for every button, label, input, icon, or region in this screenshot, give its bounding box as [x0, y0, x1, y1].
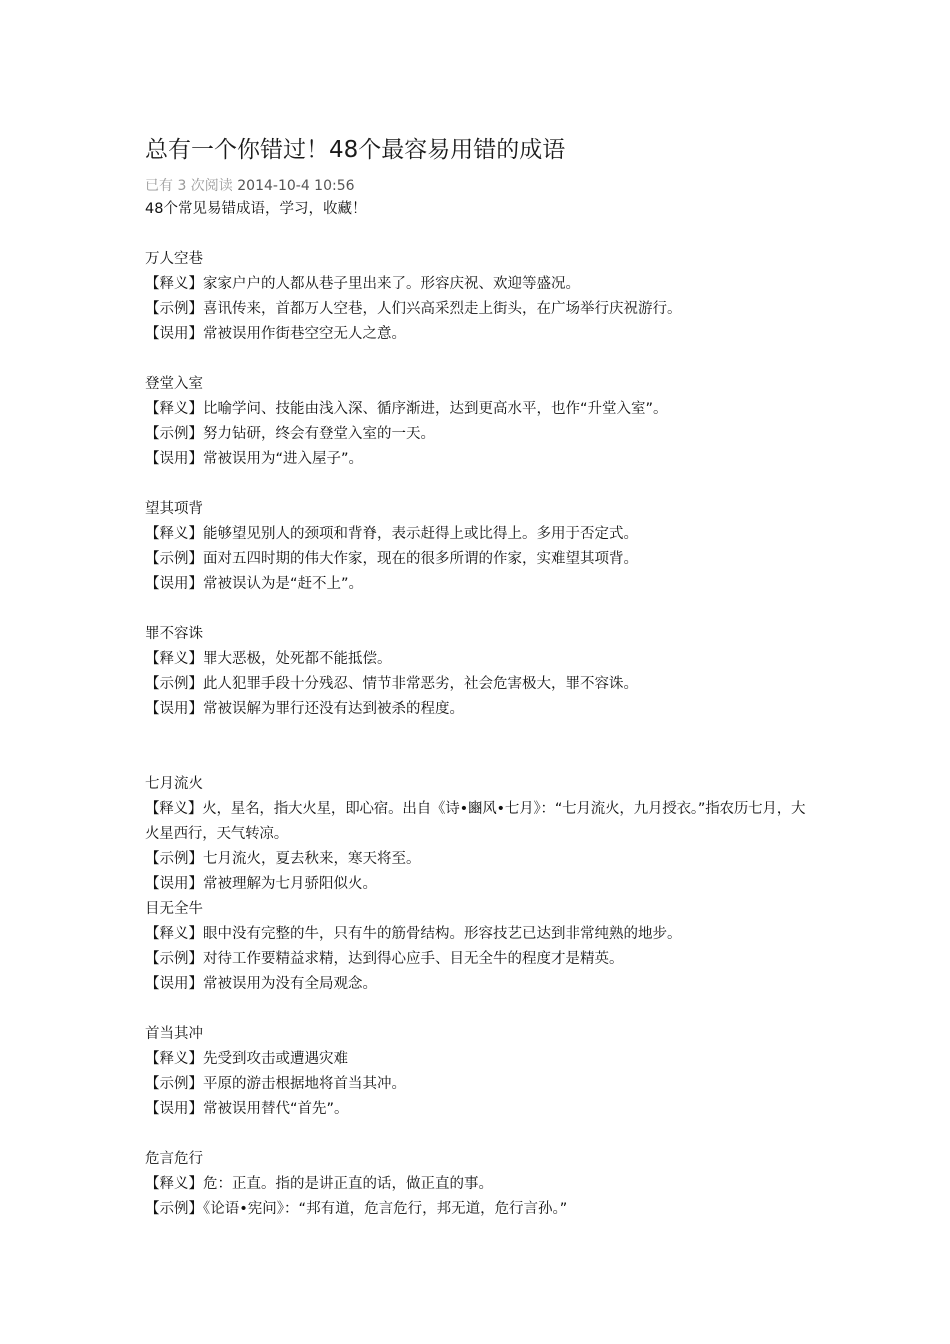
idiom-name: 万人空巷: [145, 251, 203, 267]
idiom-misuse: 【误用】常被误解为罪行还没有达到被杀的程度。: [145, 701, 464, 717]
idiom-name: 罪不容诛: [145, 626, 203, 642]
publish-date: 2014-10-4 10:56: [237, 178, 355, 194]
idiom-entry: [145, 497, 825, 597]
idiom-entry: [145, 772, 825, 897]
article-title: 总有一个你错过！48个最容易用错的成语: [145, 137, 566, 163]
idiom-entry: [145, 1147, 825, 1222]
idiom-name: 登堂入室: [145, 376, 203, 392]
idiom-definition: 【释义】罪大恶极，处死都不能抵偿。: [145, 651, 392, 667]
idiom-misuse: 【误用】常被误用为没有全局观念。: [145, 976, 377, 992]
idiom-definition: 【释义】火，星名，指大火星，即心宿。出自《诗•豳风•七月》：“七月流火，九月授衣。”指农历七月，大火星西行，天气转凉。: [145, 801, 806, 842]
idiom-name: 望其项背: [145, 501, 203, 517]
read-count: 已有 3 次阅读: [145, 178, 233, 194]
idiom-entry: [145, 247, 825, 347]
idiom-example: 【示例】此人犯罪手段十分残忍、情节非常恶劣，社会危害极大，罪不容诛。: [145, 676, 638, 692]
idiom-example: 【示例】《论语•宪问》：“邦有道，危言危行，邦无道，危行言孙。”: [145, 1201, 568, 1217]
idiom-name: 七月流火: [145, 776, 203, 792]
idiom-example: 【示例】喜讯传来，首都万人空巷，人们兴高采烈走上街头，在广场举行庆祝游行。: [145, 301, 682, 317]
idiom-definition: 【释义】危：正直。指的是讲正直的话，做正直的事。: [145, 1176, 493, 1192]
article: [145, 134, 825, 1222]
idiom-example: 【示例】七月流火，夏去秋来，寒天将至。: [145, 851, 421, 867]
idiom-definition: 【释义】先受到攻击或遭遇灾难: [145, 1051, 348, 1067]
idiom-entry: [145, 622, 825, 722]
article-intro: 48个常见易错成语，学习，收藏！: [145, 201, 367, 217]
idiom-misuse: 【误用】常被误用为“进入屋子”。: [145, 451, 364, 467]
idiom-misuse: 【误用】常被误用作街巷空空无人之意。: [145, 326, 406, 342]
idiom-definition: 【释义】比喻学问、技能由浅入深、循序渐进，达到更高水平，也作“升堂入室”。: [145, 401, 668, 417]
idiom-name: 目无全牛: [145, 901, 203, 917]
idiom-definition: 【释义】能够望见别人的颈项和背脊，表示赶得上或比得上。多用于否定式。: [145, 526, 638, 542]
idiom-name: 首当其冲: [145, 1026, 203, 1042]
idiom-example: 【示例】努力钻研，终会有登堂入室的一天。: [145, 426, 435, 442]
idiom-definition: 【释义】家家户户的人都从巷子里出来了。形容庆祝、欢迎等盛况。: [145, 276, 580, 292]
idiom-name: 危言危行: [145, 1151, 203, 1167]
idiom-misuse: 【误用】常被误用替代“首先”。: [145, 1101, 349, 1117]
idiom-example: 【示例】对待工作要精益求精，达到得心应手、目无全牛的程度才是精英。: [145, 951, 624, 967]
idiom-example: 【示例】面对五四时期的伟大作家，现在的很多所谓的作家，实难望其项背。: [145, 551, 638, 567]
idiom-misuse: 【误用】常被误认为是“赶不上”。: [145, 576, 364, 592]
idiom-entry: [145, 897, 825, 997]
idiom-entry: [145, 1022, 825, 1122]
idiom-definition: 【释义】眼中没有完整的牛，只有牛的筋骨结构。形容技艺已达到非常纯熟的地步。: [145, 926, 682, 942]
article-meta: [145, 176, 825, 196]
idiom-example: 【示例】平原的游击根据地将首当其冲。: [145, 1076, 406, 1092]
idiom-misuse: 【误用】常被理解为七月骄阳似火。: [145, 876, 377, 892]
idiom-entry: [145, 372, 825, 472]
